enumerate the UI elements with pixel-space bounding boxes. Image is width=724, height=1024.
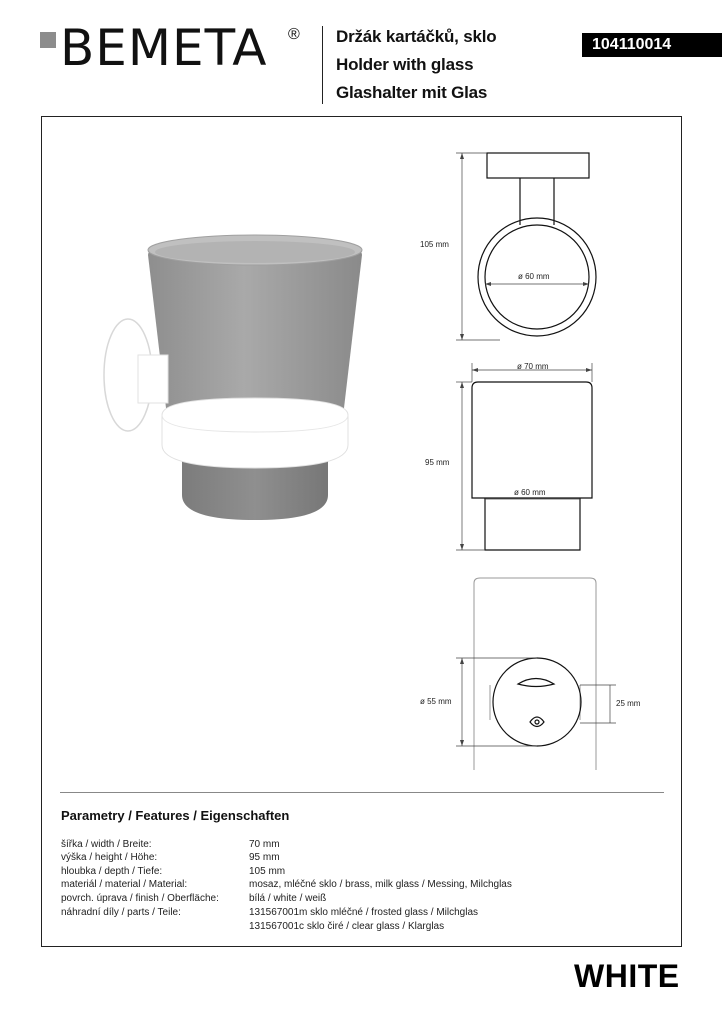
glass-body [148,238,362,425]
header-divider [322,26,323,104]
logo-square [40,32,56,48]
title-english: Holder with glass [336,55,474,74]
holder-arm [138,355,168,403]
front-view-drawing [450,358,620,558]
param-value-finish: bílá / white / weiß [249,893,327,904]
param-value-part-frosted: 131567001m sklo mléčné / frosted glass / Milchglas [249,907,479,918]
title-czech: Držák kartáčků, sklo [336,27,497,46]
product-code-badge: 104110014 [582,33,722,57]
glass-rim-inner [155,241,355,263]
bottom-flange-label: ø 55 mm [420,697,452,706]
registered-mark: ® [288,26,300,43]
param-value-part-clear: 131567001c sklo čiré / clear glass / Klarglas [249,921,445,932]
bottom-offset-label: 25 mm [616,699,641,708]
front-height-label: 95 mm [425,458,450,467]
param-value-depth: 105 mm [249,866,286,877]
title-german: Glashalter mit Glas [336,83,488,102]
param-label-depth: hloubka / depth / Tiefe: [61,866,163,877]
product-image [90,220,370,550]
side-view-drawing [450,145,620,345]
section-divider [60,792,664,793]
param-label-width: šířka / width / Breite: [61,839,152,850]
front-base-label: ø 60 mm [514,488,546,497]
param-label-finish: povrch. úprava / finish / Oberfläche: [61,893,219,904]
bottom-view-drawing [450,575,620,775]
front-width-label: ø 70 mm [517,362,549,371]
param-value-height: 95 mm [249,852,280,863]
side-height-label: 105 mm [420,240,449,249]
param-value-width: 70 mm [249,839,280,850]
side-ring-label: ø 60 mm [518,272,550,281]
param-label-parts: náhradní díly / parts / Teile: [61,907,181,918]
param-label-height: výška / height / Höhe: [61,852,158,863]
parameters-heading: Parametry / Features / Eigenschaften [61,808,290,823]
holder-ring [162,398,348,468]
brand-logo: BEMETA [60,19,268,77]
param-label-material: materiál / material / Material: [61,879,188,890]
param-value-material: mosaz, mléčné sklo / brass, milk glass / Messing, Milchglas [249,879,512,890]
finish-title: WHITE [574,958,680,994]
